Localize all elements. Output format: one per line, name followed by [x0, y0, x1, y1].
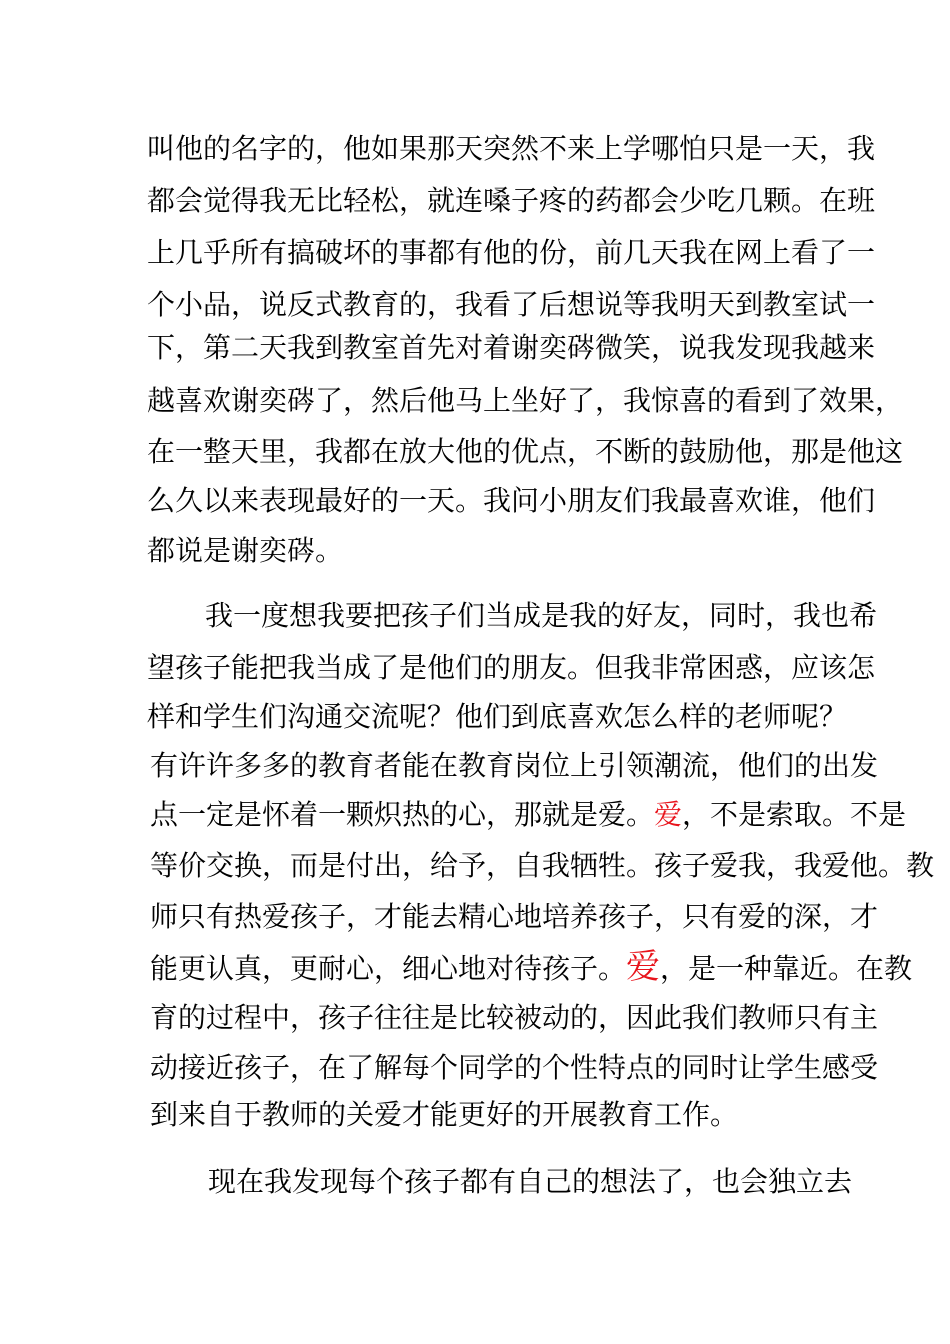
text-line: 望孩子能把我当成了是他们的朋友。但我非常困惑，应该怎 — [147, 651, 876, 684]
text-line: 等价交换，而是付出，给予，自我牺牲。孩子爱我，我爱他。教 — [150, 849, 935, 882]
text-line: 越喜欢谢奕硶了，然后他马上坐好了，我惊喜的看到了效果， — [147, 384, 904, 417]
text-line: 下，第二天我到教室首先对着谢奕硶微笑，说我发现我越来 — [147, 331, 876, 364]
text-line: 我一度想我要把孩子们当成是我的好友，同时，我也希 — [205, 599, 878, 632]
text-line — [150, 949, 912, 985]
highlight-word-ai: 爱 — [626, 947, 661, 987]
text-line: 现在我发现每个孩子都有自己的想法了，也会独立去 — [208, 1165, 853, 1198]
text-line: 个小品，说反式教育的，我看了后想说等我明天到教室试一 — [147, 288, 876, 321]
text-segment: 点一定是怀着一颗炽热的心，那就是爱。 — [150, 798, 655, 831]
text-line: 样和学生们沟通交流呢？他们到底喜欢怎么样的老师呢？ — [147, 700, 848, 733]
text-line: 叫他的名字的，他如果那天突然不来上学哪怕只是一天，我 — [147, 132, 876, 165]
text-line: 都会觉得我无比轻松，就连嗓子疼的药都会少吃几颗。在班 — [147, 184, 876, 217]
text-line: 都说是谢奕硶。 — [147, 534, 344, 567]
text-segment: ，是一种靠近。在教 — [660, 952, 913, 985]
highlight-word-ai: 爱 — [654, 798, 683, 831]
text-line: 上几乎所有搞破坏的事都有他的份，前几天我在网上看了一 — [147, 236, 876, 269]
text-line: 师只有热爱孩子，才能去精心地培养孩子，只有爱的深，才 — [150, 900, 879, 933]
text-line: 有许许多多的教育者能在教育岗位上引领潮流，他们的出发 — [150, 749, 879, 782]
text-segment: 能更认真，更耐心，细心地对待孩子。 — [150, 952, 627, 985]
text-line — [150, 797, 906, 833]
text-line: 动接近孩子，在了解每个同学的个性特点的同时让学生感受 — [150, 1051, 879, 1084]
text-segment: ，不是索取。不是 — [682, 798, 907, 831]
text-line: 么久以来表现最好的一天。我问小朋友们我最喜欢谁，他们 — [147, 484, 876, 517]
text-line: 育的过程中，孩子往往是比较被动的，因此我们教师只有主 — [150, 1001, 879, 1034]
text-line: 到来自于教师的关爱才能更好的开展教育工作。 — [150, 1098, 739, 1131]
text-line: 在一整天里，我都在放大他的优点，不断的鼓励他，那是他这 — [147, 435, 904, 468]
